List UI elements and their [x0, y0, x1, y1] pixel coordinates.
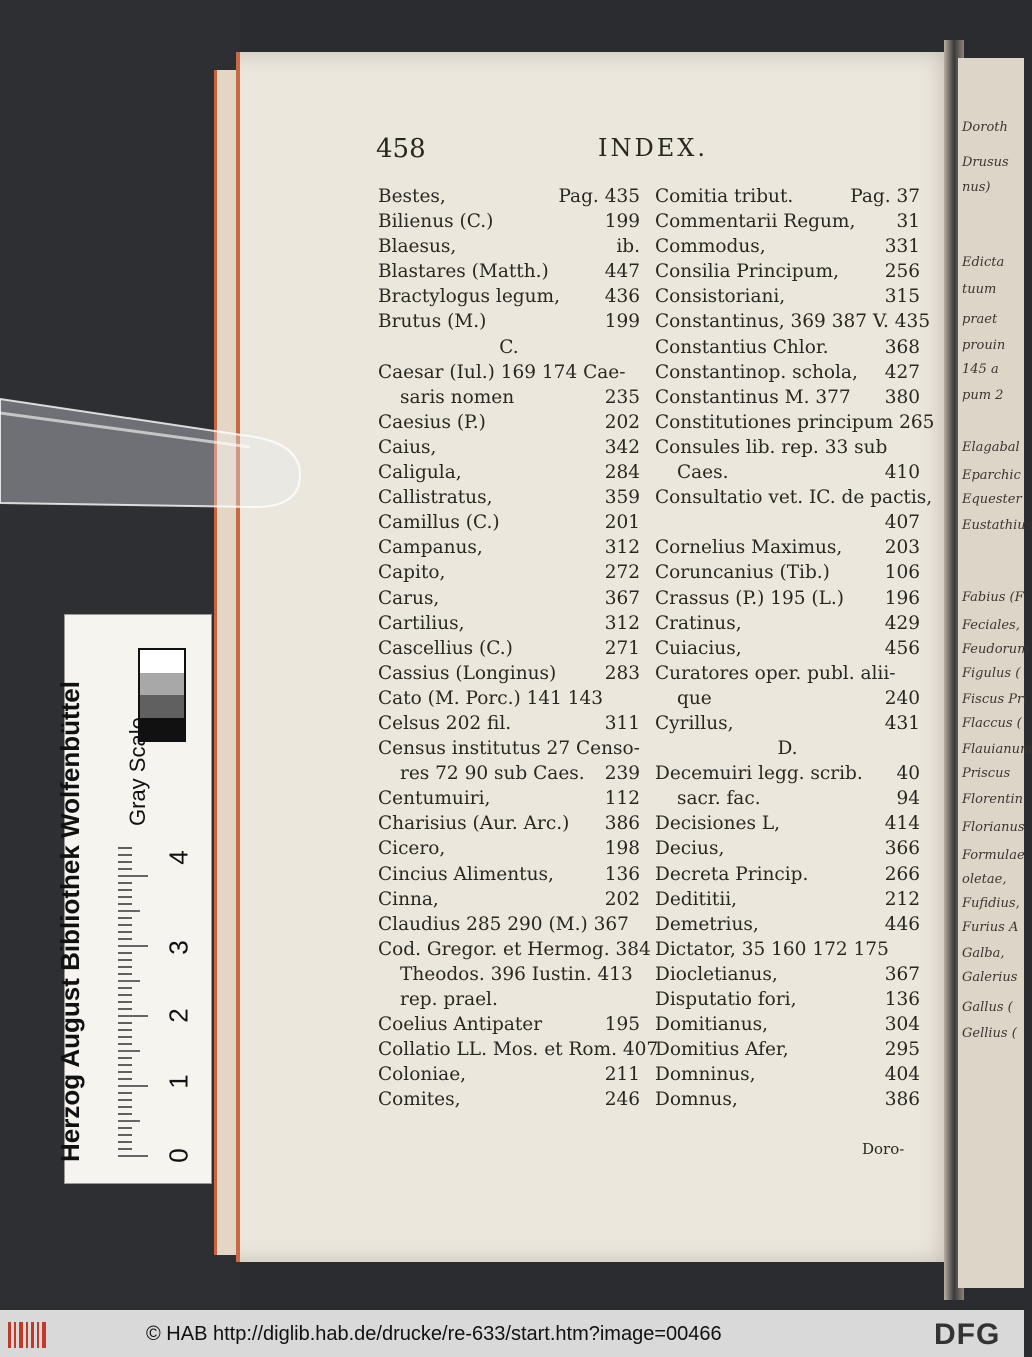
ruler-label: Herzog August Bibliothek Wolfenbüttel	[55, 681, 85, 1162]
dfg-logo: DFG	[934, 1318, 1001, 1351]
entry-term: Bestes,	[378, 186, 446, 207]
entry-page: 31	[896, 211, 920, 233]
scale-number-4: 4	[163, 850, 194, 865]
page-title: INDEX.	[598, 134, 708, 162]
entry-term: Comites,	[378, 1089, 461, 1111]
index-entry	[378, 1089, 640, 1114]
entry-term: Constantius Chlor.	[655, 336, 829, 358]
facing-page-word: Galba,	[962, 946, 1005, 961]
entry-term: Domitius Afer,	[655, 1039, 789, 1061]
index-entry	[655, 387, 920, 412]
entry-term: Consultatio vet. IC. de pactis,	[655, 487, 933, 509]
facing-page-word: Furius A	[962, 920, 1019, 935]
entry-page: 199	[604, 211, 640, 233]
facing-page-word: Figulus (	[962, 666, 1021, 681]
entry-term: Campanus,	[378, 537, 483, 559]
entry-term: Cinna,	[378, 888, 439, 910]
index-entry	[378, 387, 640, 412]
index-section-letter	[378, 337, 640, 362]
index-column-left	[378, 186, 659, 1114]
index-entry	[378, 838, 640, 863]
index-entry	[655, 437, 920, 462]
index-entry	[378, 914, 640, 939]
index-entry	[655, 838, 920, 863]
facing-page-word: Edicta	[962, 255, 1005, 270]
entry-term: Domitianus,	[655, 1014, 769, 1036]
entry-term: Cratinus,	[655, 612, 742, 634]
entry-term: Capito,	[378, 562, 446, 584]
entry-page: 136	[884, 989, 920, 1010]
index-column-right	[655, 186, 935, 1114]
facing-page-word: Galerius	[962, 970, 1018, 985]
entry-page: 359	[604, 487, 640, 509]
index-entry	[655, 613, 920, 638]
facing-page-word: tuum	[962, 282, 997, 297]
entry-page: 368	[884, 336, 920, 358]
entry-page: 136	[604, 863, 640, 885]
index-entry	[378, 713, 640, 738]
entry-page: 94	[896, 788, 920, 810]
facing-page-word: Eustathius	[962, 518, 1032, 533]
facing-page-word: Eparchic	[962, 468, 1021, 483]
index-entry	[655, 889, 920, 914]
index-entry	[378, 462, 640, 487]
entry-term: Cornelius Maximus,	[655, 537, 843, 559]
index-entry	[378, 1064, 640, 1089]
entry-term: Brutus (M.)	[378, 311, 487, 333]
facing-page-word: Gallus (	[962, 1000, 1013, 1015]
index-entry	[655, 989, 920, 1014]
index-entry	[378, 236, 640, 261]
entry-term: Cartilius,	[378, 612, 465, 634]
entry-term: Blaesus,	[378, 236, 457, 258]
index-entry	[655, 914, 920, 939]
scale-number-3: 3	[163, 940, 194, 955]
entry-term: Caesar (Iul.) 169 174 Cae-	[378, 361, 626, 383]
index-entry	[655, 362, 920, 387]
entry-term: Constantinus M. 377	[655, 386, 851, 408]
entry-term: Charisius (Aur. Arc.)	[378, 813, 570, 835]
facing-page-word: Florentin	[962, 792, 1024, 807]
index-entry	[655, 512, 920, 537]
index-entry	[378, 1014, 640, 1039]
index-entry	[655, 411, 935, 437]
index-entry	[655, 236, 920, 261]
index-entry	[655, 763, 920, 788]
page-number: 458	[376, 134, 426, 164]
entry-page: 284	[604, 462, 640, 484]
entry-term: C.	[499, 336, 519, 358]
entry-term: Diocletianus,	[655, 963, 778, 985]
entry-term: Disputatio fori,	[655, 989, 797, 1010]
index-entry	[378, 362, 640, 387]
index-entry	[378, 938, 651, 964]
entry-term: Constitutiones principum 265	[655, 411, 935, 433]
entry-page: 201	[604, 512, 640, 534]
entry-term: Demetrius,	[655, 913, 759, 935]
entry-term: Dictator, 35 160 172 175	[655, 938, 889, 960]
index-entry	[378, 487, 640, 512]
entry-term: Consistoriani,	[655, 286, 786, 308]
index-entry	[378, 638, 640, 663]
entry-term: Caesius (P.)	[378, 411, 486, 433]
index-entry	[378, 813, 640, 838]
index-entry	[655, 813, 920, 838]
index-entry	[655, 311, 931, 336]
entry-term: Bractylogus legum,	[378, 286, 560, 308]
entry-page: 386	[604, 813, 640, 835]
entry-term: Curatores oper. publ. alii-	[655, 662, 896, 684]
index-entry	[655, 1089, 920, 1114]
facing-page-word: Florianus,	[962, 820, 1029, 835]
index-entry	[378, 512, 640, 537]
entry-term: Callistratus,	[378, 487, 493, 509]
facing-page-word: Gellius (	[962, 1026, 1017, 1041]
facing-page-word: Fufidius,	[962, 896, 1020, 911]
catchword: Doro-	[862, 1140, 905, 1158]
entry-page: 431	[884, 712, 920, 734]
entry-term: Decius,	[655, 838, 725, 860]
entry-term: sacr. fac.	[677, 788, 761, 810]
facing-page-word: Feudorum	[962, 642, 1030, 657]
index-entry	[655, 487, 933, 512]
index-entry	[378, 613, 640, 638]
entry-term: Blastares (Matth.)	[378, 261, 549, 283]
index-entry	[378, 261, 640, 286]
index-entry	[378, 562, 640, 587]
facing-page-word: Equester	[962, 492, 1022, 507]
swatch-light-gray	[140, 673, 184, 696]
entry-page: 203	[884, 537, 920, 559]
entry-term: Cuiacius,	[655, 637, 742, 659]
entry-page: 311	[604, 712, 640, 734]
index-entry	[378, 989, 640, 1014]
facing-page-word: oletae,	[962, 872, 1007, 887]
index-entry	[378, 286, 640, 311]
entry-term: Domnus,	[655, 1089, 738, 1111]
entry-term: Bilienus (C.)	[378, 211, 494, 233]
index-entry	[378, 311, 640, 336]
entry-term: Cicero,	[378, 838, 446, 860]
facing-page-word: prouin	[962, 338, 1006, 353]
entry-page: 198	[604, 838, 640, 860]
entry-page: 212	[884, 888, 920, 910]
index-entry	[378, 738, 640, 763]
entry-page: 315	[884, 286, 920, 308]
facing-page-word: praet	[962, 312, 998, 327]
entry-term: Theodos. 396 Iustin. 413	[400, 963, 633, 985]
entry-term: Celsus 202 fil.	[378, 712, 512, 734]
index-entry	[378, 889, 640, 914]
swatch-dark-gray	[140, 695, 184, 718]
facing-page-word: Flauianum	[962, 742, 1032, 757]
index-entry	[378, 663, 640, 688]
facing-page-word: Fiscus Pri	[962, 692, 1028, 707]
entry-term: Caius,	[378, 436, 437, 458]
entry-term: Crassus (P.) 195 (L.)	[655, 587, 844, 609]
facing-page-word: Fabius (F	[962, 590, 1024, 605]
index-entry	[655, 261, 920, 286]
entry-page: ib.	[616, 236, 640, 258]
index-entry	[655, 939, 920, 964]
index-entry	[655, 186, 920, 211]
facing-page-word: Formulae	[962, 848, 1025, 863]
index-entry	[378, 788, 640, 813]
entry-page: 195	[604, 1014, 640, 1036]
entry-page: 202	[604, 888, 640, 910]
entry-page: 199	[604, 311, 640, 333]
entry-page: 256	[884, 261, 920, 283]
facing-page	[958, 58, 1032, 1288]
entry-page: 312	[604, 612, 640, 634]
entry-term: Consules lib. rep. 33 sub	[655, 436, 888, 458]
entry-page: 407	[884, 512, 920, 534]
entry-term: Dedititii,	[655, 888, 738, 910]
entry-page: 266	[884, 863, 920, 885]
index-entry	[655, 688, 920, 713]
entry-page: 367	[884, 963, 920, 985]
index-entry	[655, 713, 920, 738]
entry-page: 283	[604, 662, 640, 684]
entry-term: Commodus,	[655, 236, 766, 258]
entry-term: Cascellius (C.)	[378, 637, 513, 659]
entry-term: Caes.	[677, 462, 729, 484]
swatch-white	[140, 650, 184, 673]
entry-page: 240	[884, 687, 920, 709]
entry-term: que	[677, 687, 712, 709]
entry-term: Coruncanius (Tib.)	[655, 562, 830, 584]
entry-term: Cassius (Longinus)	[378, 662, 557, 684]
facing-page-word: pum 2	[962, 388, 1004, 403]
index-entry	[655, 964, 920, 989]
facing-page-word: Priscus	[962, 766, 1011, 781]
scale-number-1: 1	[163, 1074, 194, 1089]
entry-page: 366	[884, 838, 920, 860]
index-entry	[655, 1014, 920, 1039]
entry-page: 410	[884, 462, 920, 484]
facing-page-word: nus)	[962, 180, 991, 195]
entry-term: rep. prael.	[400, 989, 498, 1010]
index-entry	[655, 588, 920, 613]
entry-term: res 72 90 sub Caes.	[400, 763, 585, 785]
index-entry	[378, 537, 640, 562]
barcode-icon	[8, 1322, 46, 1348]
entry-page: 427	[884, 361, 920, 383]
entry-page: 106	[884, 562, 920, 584]
index-entry	[655, 462, 920, 487]
entry-page: 235	[604, 386, 640, 408]
facing-page-word: Elagabal	[962, 440, 1020, 455]
entry-page: 271	[604, 637, 640, 659]
entry-term: Decemuiri legg. scrib.	[655, 763, 863, 785]
entry-page: 312	[604, 537, 640, 559]
entry-term: Centumuiri,	[378, 788, 491, 810]
entry-page: 331	[884, 236, 920, 258]
entry-page: Pag. 435	[558, 186, 640, 207]
entry-term: Constantinus, 369 387 V. 435	[655, 311, 931, 333]
facing-page-word: 145 a	[962, 362, 999, 377]
index-entry	[655, 1039, 920, 1064]
index-entry	[655, 864, 920, 889]
entry-page: 202	[604, 411, 640, 433]
entry-page: Pag. 37	[850, 186, 920, 207]
index-entry	[378, 763, 640, 788]
entry-page: 429	[884, 612, 920, 634]
entry-term: saris nomen	[400, 386, 515, 408]
entry-page: 196	[884, 587, 920, 609]
facing-page-word: Doroth	[962, 120, 1008, 135]
index-entry	[378, 437, 640, 462]
gray-scale-label: Gray Scale	[125, 717, 150, 826]
entry-term: Cincius Alimentus,	[378, 863, 554, 885]
entry-page: 295	[884, 1039, 920, 1061]
glass-pointer	[0, 395, 300, 523]
entry-term: Commentarii Regum,	[655, 211, 856, 233]
entry-term: Decisiones L,	[655, 813, 781, 835]
index-entry	[378, 211, 640, 236]
index-entry	[655, 1064, 920, 1089]
index-section-letter	[655, 738, 920, 763]
entry-page: 272	[604, 562, 640, 584]
entry-term: Constantinop. schola,	[655, 361, 858, 383]
entry-term: D.	[777, 738, 798, 760]
entry-term: Cato (M. Porc.) 141 143	[378, 687, 604, 709]
entry-page: 386	[884, 1089, 920, 1111]
entry-page: 367	[604, 587, 640, 609]
index-entry	[655, 663, 920, 688]
scale-number-2: 2	[163, 1008, 194, 1023]
index-entry	[655, 562, 920, 587]
copyright-link[interactable]: © HAB http://diglib.hab.de/drucke/re-633/start.htm?image=00466	[146, 1323, 722, 1345]
index-entry	[378, 412, 640, 437]
entry-term: Census institutus 27 Censo-	[378, 738, 640, 760]
index-entry	[378, 588, 640, 613]
index-entry	[655, 286, 920, 311]
entry-term: Coloniae,	[378, 1064, 467, 1086]
ruler-ticks	[118, 838, 204, 1158]
index-entry	[378, 186, 640, 211]
index-entry	[378, 688, 640, 713]
entry-term: Decreta Princip.	[655, 863, 809, 885]
entry-page: 304	[884, 1014, 920, 1036]
entry-page: 404	[884, 1064, 920, 1086]
index-entry	[655, 788, 920, 813]
entry-page: 380	[884, 386, 920, 408]
entry-page: 446	[884, 913, 920, 935]
entry-page: 436	[604, 286, 640, 308]
entry-term: Comitia tribut.	[655, 186, 794, 207]
entry-page: 246	[604, 1089, 640, 1111]
entry-term: Claudius 285 290 (M.) 367	[378, 913, 629, 935]
entry-page: 211	[604, 1064, 640, 1086]
entry-page: 40	[896, 763, 920, 785]
entry-term: Coelius Antipater	[378, 1014, 543, 1036]
entry-page: 112	[604, 788, 640, 810]
index-entry	[655, 638, 920, 663]
entry-term: Domninus,	[655, 1064, 756, 1086]
index-entry	[378, 864, 640, 889]
entry-term: Consilia Principum,	[655, 261, 839, 283]
entry-term: Cod. Gregor. et Hermog. 384	[378, 938, 651, 960]
facing-page-word: Flaccus (	[962, 716, 1022, 731]
scale-number-0: 0	[163, 1148, 194, 1163]
facing-page-word: Feciales,	[962, 618, 1020, 633]
index-entry	[655, 211, 920, 236]
index-entry	[378, 1039, 659, 1064]
entry-term: Camillus (C.)	[378, 512, 500, 534]
entry-page: 239	[604, 763, 640, 785]
entry-term: Collatio LL. Mos. et Rom. 407	[378, 1039, 659, 1061]
index-entry	[655, 337, 920, 362]
entry-page: 456	[884, 637, 920, 659]
entry-page: 342	[604, 436, 640, 458]
index-entry	[378, 964, 640, 989]
entry-page: 414	[884, 813, 920, 835]
entry-page: 447	[604, 261, 640, 283]
entry-term: Carus,	[378, 587, 440, 609]
entry-term: Caligula,	[378, 462, 462, 484]
entry-term: Cyrillus,	[655, 712, 734, 734]
index-entry	[655, 537, 920, 562]
facing-page-word: Drusus	[962, 155, 1009, 170]
